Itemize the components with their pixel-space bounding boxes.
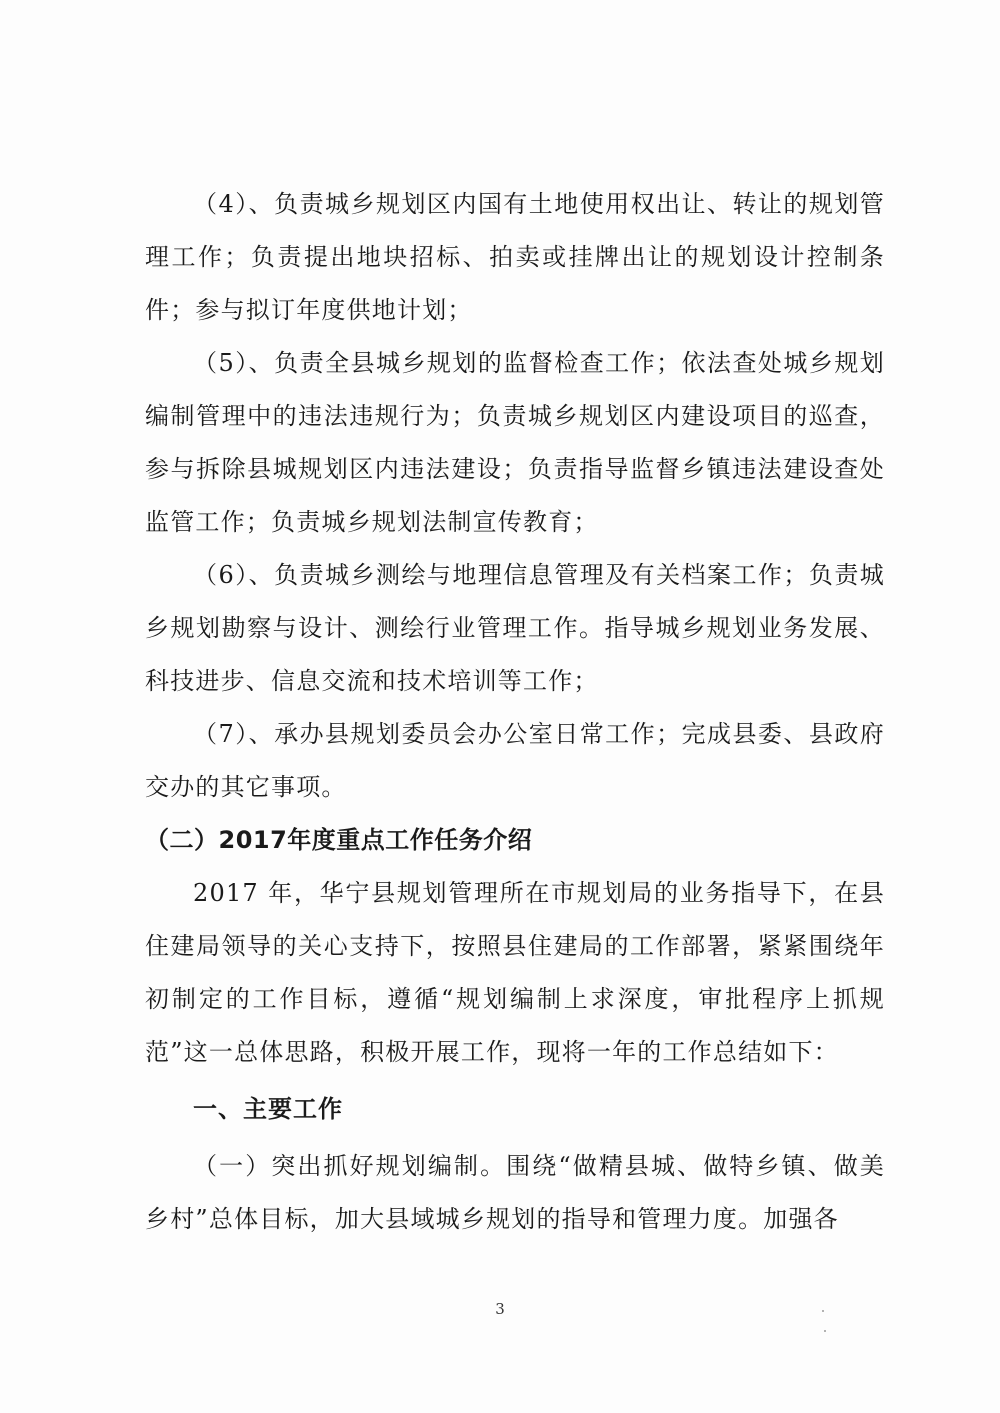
heading-2017-tasks: （二）2017年度重点工作任务介绍 — [145, 826, 533, 854]
paragraph-item-4: （4）、负责城乡规划区内国有土地使用权出让、转让的规划管理工作；负责提出地块招标、拍卖或挂牌出让的规划设计控制条件；参与拟订年度供地计划； — [145, 190, 885, 324]
scan-speck — [824, 1330, 826, 1332]
paragraph-item-5: （5）、负责全县城乡规划的监督检查工作；依法查处城乡规划编制管理中的违法违规行为；负责城乡规划区内建设项目的巡查，参与拆除县城规划区内违法建设；负责指导监督乡镇违法建设查处监管工作；负责城乡规划法制宣传教育； — [145, 349, 885, 536]
document-body — [145, 178, 885, 1246]
page-number: 3 — [495, 1300, 505, 1318]
paragraph-item-7: （7）、承办县规划委员会办公室日常工作；完成县委、县政府交办的其它事项。 — [145, 720, 885, 801]
section-title-main-work: 一、主要工作 — [193, 1095, 343, 1123]
section-paragraph-planning: （一）突出抓好规划编制。围绕“做精县城、做特乡镇、做美乡村”总体目标，加大县域城乡规划的指导和管理力度。加强各 — [145, 1152, 885, 1233]
paragraph-item-6: （6）、负责城乡测绘与地理信息管理及有关档案工作；负责城乡规划勘察与设计、测绘行业管理工作。指导城乡规划业务发展、科技进步、信息交流和技术培训等工作； — [145, 561, 885, 695]
scan-speck — [822, 1310, 824, 1312]
intro-paragraph: 2017 年，华宁县规划管理所在市规划局的业务指导下，在县住建局领导的关心支持下，按照县住建局的工作部署，紧紧围绕年初制定的工作目标，遵循“规划编制上求深度，审批程序上抓规范”这一总体思路，积极开展工作，现将一年的工作总结如下： — [145, 879, 885, 1066]
